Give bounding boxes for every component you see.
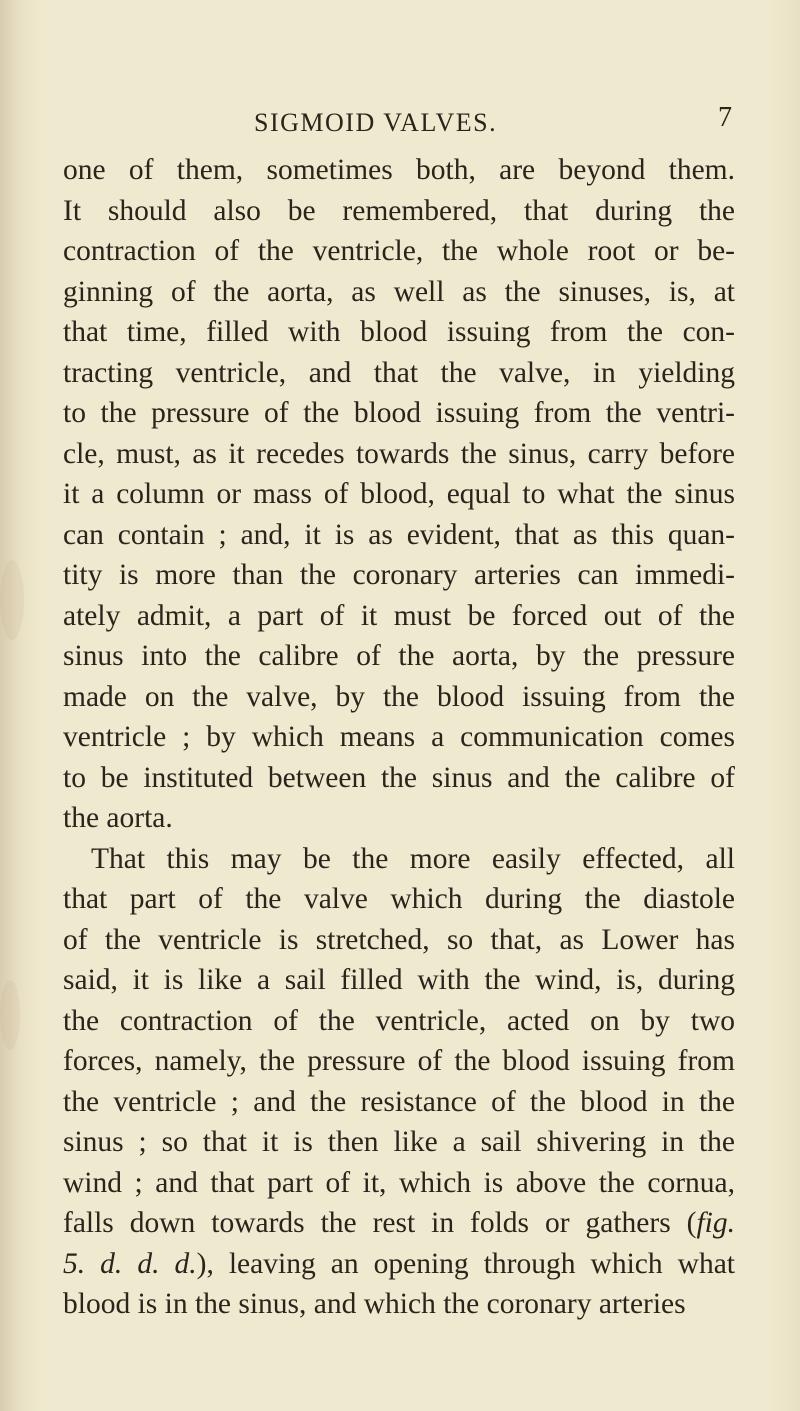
text-line: wind ; and that part of it, which is above the cornua,: [63, 1166, 735, 1199]
figure-reference-letters: 5. d. d. d.: [63, 1247, 197, 1280]
text-line: sinus into the calibre of the aorta, by the pressure: [63, 640, 735, 672]
text-line: can contain ; and, it is as evident, that as this quan-: [63, 518, 735, 551]
text-line: made on the valve, by the blood issuing from the: [63, 680, 735, 713]
text-line: said, it is like a sail filled with the wind, is, during: [63, 964, 735, 996]
text-line: It should also be remembered, that during the: [63, 194, 735, 227]
text-line: contraction of the ventricle, the whole root or be-: [63, 235, 735, 267]
text-line: to be instituted between the sinus and the calibre of: [63, 761, 735, 794]
text-line: ginning of the aorta, as well as the sinuses, is, at: [63, 275, 735, 308]
text-line: to the pressure of the blood issuing from the ventri-: [63, 397, 735, 429]
text-line: of the ventricle is stretched, so that, as Lower has: [63, 923, 735, 956]
text-line: blood is in the sinus, and which the coronary arteries: [63, 1288, 686, 1320]
paragraph-start-line: That this may be the more easily effected, all: [91, 842, 735, 875]
text-line: ately admit, a part of it must be forced out of the: [63, 599, 735, 632]
text-line: one of them, sometimes both, are beyond them.: [63, 154, 735, 186]
text-line: the aorta.: [63, 802, 173, 834]
text-line: it a column or mass of blood, equal to what the sinus: [63, 478, 735, 510]
figure-reference: fig.: [696, 1207, 735, 1239]
text-line: that part of the valve which during the diastole: [63, 883, 735, 915]
text-line: ventricle ; by which means a communication comes: [63, 721, 735, 753]
paper-stain: [0, 980, 20, 1050]
text-line: tity is more than the coronary arteries can immedi-: [63, 559, 735, 591]
text-line: [63, 1203, 735, 1244]
body-text: [63, 150, 735, 1325]
text-line: the ventricle ; and the resistance of the blood in the: [63, 1085, 735, 1118]
paper-stain: [0, 560, 24, 640]
text-fragment: falls down towards the rest in folds or gathers (: [63, 1207, 697, 1239]
text-line: tracting ventricle, and that the valve, in yielding: [63, 356, 735, 389]
text-line: the contraction of the ventricle, acted on by two: [63, 1004, 735, 1037]
text-line: sinus ; so that it is then like a sail shivering in the: [63, 1126, 735, 1158]
page-header: [0, 102, 800, 138]
text-fragment: ), leaving an opening through which what: [196, 1247, 735, 1280]
text-line: forces, namely, the pressure of the blood issuing from: [63, 1045, 735, 1077]
text-line: cle, must, as it recedes towards the sinus, carry before: [63, 437, 735, 470]
page-number: 7: [718, 102, 732, 133]
text-line: that time, filled with blood issuing from the con-: [63, 316, 735, 348]
running-head: SIGMOID VALVES.: [254, 108, 498, 137]
text-line: [63, 1244, 735, 1285]
